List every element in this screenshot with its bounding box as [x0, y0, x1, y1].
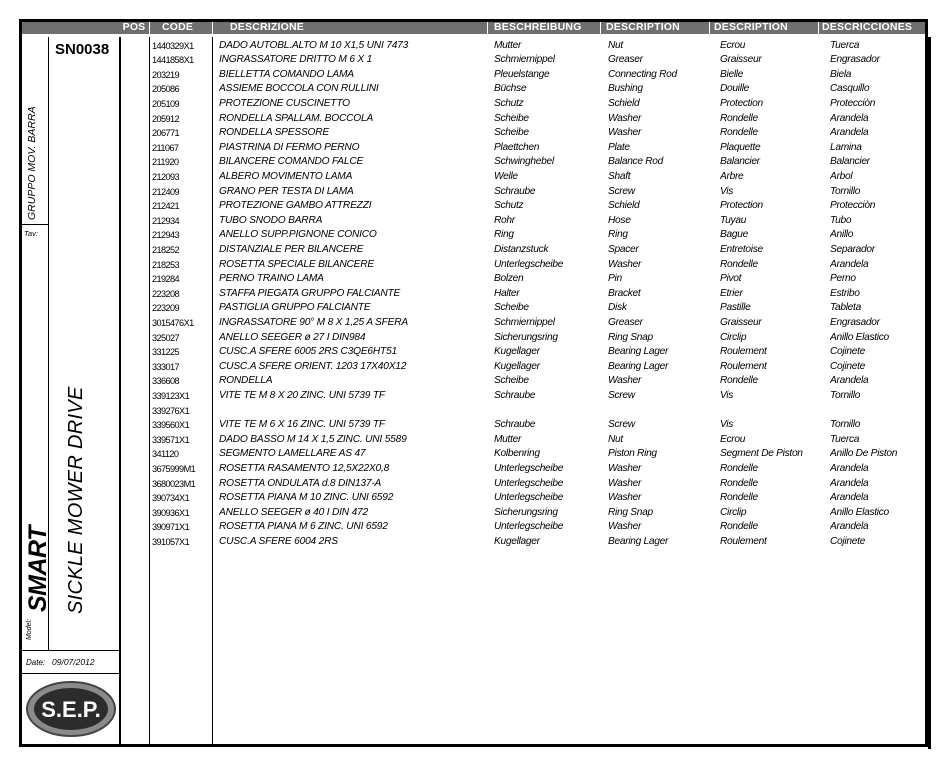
description-es: Protecciòn — [830, 200, 876, 212]
description-en: Screw — [608, 419, 635, 431]
description-en: Piston Ring — [608, 448, 657, 460]
table-row — [0, 360, 930, 375]
table-row — [0, 389, 930, 404]
table-row — [0, 374, 930, 389]
description-it: SEGMENTO LAMELLARE AS 47 — [219, 448, 366, 460]
description-de: Welle — [494, 170, 518, 182]
description-es: Tubo — [830, 214, 852, 226]
description-es: Balancier — [830, 156, 870, 168]
description-it: GRANO PER TESTA DI LAMA — [219, 185, 354, 197]
group-name: GRUPPO MOV. BARRA — [26, 106, 38, 220]
description-it: BILANCERE COMANDO FALCE — [219, 156, 364, 168]
description-it: ANELLO SUPP.PIGNONE CONICO — [219, 229, 377, 241]
description-es: Anillo Elastico — [830, 506, 889, 518]
description-en: Greaser — [608, 54, 643, 66]
description-de: Kugellager — [494, 346, 540, 358]
description-fr: Rondelle — [720, 462, 758, 474]
description-en: Bearing Lager — [608, 346, 669, 358]
header-beschreibung: BESCHREIBUNG — [488, 20, 600, 34]
description-fr: Plaquette — [720, 141, 761, 153]
table-row — [0, 316, 930, 331]
description-fr: Vis — [720, 419, 734, 431]
part-code: 212943 — [152, 230, 180, 241]
description-es: Anillo De Piston — [830, 448, 898, 460]
description-de: Schraube — [494, 419, 536, 431]
part-code: 212421 — [152, 201, 180, 212]
description-it: RONDELLA SPALLAM. BOCCOLA — [219, 112, 374, 124]
description-fr: Vis — [720, 389, 734, 401]
description-es: Arandela — [830, 127, 869, 139]
description-es: Cojinete — [830, 535, 865, 547]
part-code: 390971X1 — [152, 522, 190, 533]
part-code: 205109 — [152, 98, 180, 109]
description-fr: Douille — [720, 83, 750, 95]
description-de: Schraube — [494, 185, 536, 197]
description-es: Arandela — [830, 258, 869, 270]
table-row — [0, 520, 930, 535]
description-es: Estribo — [830, 287, 860, 299]
part-code: 341120 — [152, 449, 179, 460]
description-it: CUSC.A SFERE 6004 2RS — [219, 535, 338, 547]
description-en: Washer — [608, 127, 642, 139]
model-name: SMART — [24, 526, 52, 612]
description-en: Schield — [608, 97, 640, 109]
description-fr: Balancier — [720, 156, 760, 168]
description-fr: Tuyau — [720, 214, 747, 226]
description-de: Unterlegscheibe — [494, 258, 564, 270]
description-it: PROTEZIONE GAMBO ATTREZZI — [219, 200, 372, 212]
description-en: Washer — [608, 492, 642, 504]
description-it: BIELLETTA COMANDO LAMA — [219, 68, 354, 80]
description-de: Unterlegscheibe — [494, 492, 564, 504]
description-fr: Circlip — [720, 331, 747, 343]
description-it: ANELLO SEEGER ø 27 I DIN984 — [219, 331, 366, 343]
part-code: 212093 — [152, 171, 180, 182]
description-it: RONDELLA — [219, 375, 273, 387]
description-it: VITE TE M 8 X 20 ZINC. UNI 5739 TF — [219, 389, 385, 401]
description-fr: Vis — [720, 185, 734, 197]
part-code: 211067 — [152, 142, 179, 153]
description-fr: Graisseur — [720, 316, 762, 328]
part-code: 205912 — [152, 113, 180, 124]
description-fr: Circlip — [720, 506, 747, 518]
description-es: Tableta — [830, 302, 861, 314]
part-code: 219284 — [152, 274, 180, 285]
header-code: CODE — [150, 20, 212, 34]
description-de: Kugellager — [494, 535, 540, 547]
part-code: 339123X1 — [152, 390, 190, 401]
table-row — [0, 345, 930, 360]
description-de: Kugellager — [494, 360, 540, 372]
description-en: Bearing Lager — [608, 360, 669, 372]
table-row — [0, 126, 930, 141]
description-de: Mutter — [494, 39, 522, 51]
date-divider-top — [22, 650, 119, 651]
description-en: Bearing Lager — [608, 535, 669, 547]
description-en: Screw — [608, 185, 635, 197]
part-code: 3680023M1 — [152, 478, 196, 489]
description-es: Arandela — [830, 375, 869, 387]
description-de: Unterlegscheibe — [494, 521, 564, 533]
table-row — [0, 258, 930, 273]
description-fr: Rondelle — [720, 492, 758, 504]
header-description-fr: DESCRIPTION — [710, 20, 818, 34]
description-fr: Protection — [720, 97, 763, 109]
description-en: Disk — [608, 302, 627, 314]
part-code: 339276X1 — [152, 405, 190, 416]
description-en: Bushing — [608, 83, 643, 95]
description-fr: Graisseur — [720, 54, 762, 66]
part-code: 212409 — [152, 186, 180, 197]
description-es: Protecciòn — [830, 97, 876, 109]
part-code: 218252 — [152, 244, 180, 255]
table-row — [0, 331, 930, 346]
description-es: Arandela — [830, 492, 869, 504]
table-row — [0, 477, 930, 492]
description-en: Washer — [608, 462, 642, 474]
header-description-en: DESCRIPTION — [601, 20, 709, 34]
description-de: Unterlegscheibe — [494, 477, 564, 489]
sheet-code: SN0038 — [55, 41, 110, 58]
table-row — [0, 433, 930, 448]
description-fr: Ecrou — [720, 39, 746, 51]
table-row — [0, 447, 930, 462]
description-es: Cojinete — [830, 346, 865, 358]
date-divider-bottom — [22, 673, 119, 674]
part-code: 390734X1 — [152, 493, 190, 504]
description-it: ROSETTA RASAMENTO 12,5X22X0,8 — [219, 462, 390, 474]
description-en: Nut — [608, 39, 623, 51]
description-it: INGRASSATORE DRITTO M 6 X 1 — [219, 54, 373, 66]
description-fr: Rondelle — [720, 112, 758, 124]
description-en: Washer — [608, 112, 642, 124]
description-de: Ring — [494, 229, 514, 241]
description-it: PIASTRINA DI FERMO PERNO — [219, 141, 360, 153]
description-fr: Rondelle — [720, 477, 758, 489]
part-code: 339560X1 — [152, 420, 190, 431]
description-es: Arandela — [830, 521, 869, 533]
part-code: 223208 — [152, 288, 180, 299]
description-de: Schwinghebel — [494, 156, 554, 168]
description-fr: Entretoise — [720, 243, 763, 255]
part-code: 203219 — [152, 69, 180, 80]
description-en: Shaft — [608, 170, 631, 182]
description-de: Kolbenring — [494, 448, 540, 460]
description-en: Bracket — [608, 287, 641, 299]
description-en: Pin — [608, 273, 622, 285]
part-code: 211920 — [152, 157, 179, 168]
description-it: CUSC.A SFERE ORIENT. 1203 17X40X12 — [219, 360, 407, 372]
part-code: 331225 — [152, 347, 180, 358]
description-fr: Rondelle — [720, 375, 758, 387]
description-en: Ring Snap — [608, 331, 653, 343]
description-es: Separador — [830, 243, 875, 255]
part-code: 212934 — [152, 215, 180, 226]
table-row — [0, 404, 930, 419]
part-code: 3015476X1 — [152, 317, 194, 328]
description-en: Plate — [608, 141, 630, 153]
description-it: CUSC.A SFERE 6005 2RS C3QE6HT51 — [219, 346, 398, 358]
description-it: DADO BASSO M 14 X 1,5 ZINC. UNI 5589 — [219, 433, 407, 445]
description-de: Scheibe — [494, 112, 529, 124]
part-code: 391057X1 — [152, 536, 190, 547]
description-en: Washer — [608, 521, 642, 533]
description-it: TUBO SNODO BARRA — [219, 214, 323, 226]
description-de: Bolzen — [494, 273, 524, 285]
table-row — [0, 82, 930, 97]
description-it: PROTEZIONE CUSCINETTO — [219, 97, 350, 109]
description-es: Anillo — [830, 229, 854, 241]
description-it: ROSETTA PIANA M 6 ZINC. UNI 6592 — [219, 521, 388, 533]
description-de: Pleuelstange — [494, 68, 550, 80]
description-fr: Roulement — [720, 346, 767, 358]
description-it: DADO AUTOBL.ALTO M 10 X1,5 UNI 7473 — [219, 39, 409, 51]
description-fr: Ecrou — [720, 433, 746, 445]
table-row — [0, 418, 930, 433]
description-es: Tornillo — [830, 389, 861, 401]
table-row — [0, 506, 930, 521]
part-code: 390936X1 — [152, 507, 190, 518]
description-fr: Rondelle — [720, 127, 758, 139]
description-en: Greaser — [608, 316, 643, 328]
model-label: Model: — [26, 618, 33, 640]
table-row — [0, 535, 930, 550]
description-en: Washer — [608, 477, 642, 489]
description-fr: Arbre — [720, 170, 744, 182]
description-de: Plaettchen — [494, 141, 540, 153]
description-de: Distanzstuck — [494, 243, 549, 255]
description-es: Cojinete — [830, 360, 865, 372]
description-it: ROSETTA SPECIALE BILANCERE — [219, 258, 375, 270]
part-code: 333017 — [152, 361, 180, 372]
description-es: Arandela — [830, 477, 869, 489]
header-pos: POS — [119, 20, 149, 34]
description-es: Tuerca — [830, 433, 860, 445]
description-es: Anillo Elastico — [830, 331, 889, 343]
description-de: Sicherungsring — [494, 331, 558, 343]
description-de: Schraube — [494, 389, 536, 401]
header-descrizione: DESCRIZIONE — [213, 20, 487, 34]
description-fr: Bielle — [720, 68, 744, 80]
description-it: VITE TE M 6 X 16 ZINC. UNI 5739 TF — [219, 419, 385, 431]
description-fr: Protection — [720, 200, 763, 212]
description-en: Balance Rod — [608, 156, 664, 168]
description-it: ALBERO MOVIMENTO LAMA — [219, 170, 353, 182]
description-en: Connecting Rod — [608, 68, 677, 80]
description-es: Perno — [830, 273, 856, 285]
description-de: Unterlegscheibe — [494, 462, 564, 474]
table-row — [0, 112, 930, 127]
part-code: 1441858X1 — [152, 55, 194, 66]
date-value: 09/07/2012 — [52, 657, 95, 667]
description-it: INGRASSATORE 90° M 8 X 1,25 A SFERA — [219, 316, 409, 328]
table-row — [0, 462, 930, 477]
part-code: 1440329X1 — [152, 40, 194, 51]
header-descricciones: DESCRICCIONES — [819, 20, 928, 34]
description-en: Hose — [608, 214, 631, 226]
logo-text: S.E.P. — [41, 697, 101, 722]
description-en: Washer — [608, 258, 642, 270]
table-row — [0, 272, 930, 287]
table-row — [0, 228, 930, 243]
description-es: Engrasador — [830, 316, 880, 328]
description-es: Biela — [830, 68, 852, 80]
part-code: 325027 — [152, 332, 180, 343]
description-es: Tornillo — [830, 419, 861, 431]
description-es: Tuerca — [830, 39, 860, 51]
part-code: 336608 — [152, 376, 180, 387]
table-row — [0, 287, 930, 302]
description-de: Scheibe — [494, 127, 529, 139]
tav-label: Tav: — [24, 229, 38, 238]
part-code: 223209 — [152, 303, 180, 314]
description-es: Arbol — [830, 170, 853, 182]
description-de: Sicherungsring — [494, 506, 558, 518]
description-fr: Roulement — [720, 360, 767, 372]
description-fr: Roulement — [720, 535, 767, 547]
description-it: DISTANZIALE PER BILANCERE — [219, 243, 364, 255]
part-code: 3675999M1 — [152, 463, 196, 474]
table-row — [0, 39, 930, 54]
description-es: Engrasador — [830, 54, 880, 66]
description-en: Screw — [608, 389, 635, 401]
description-de: Büchse — [494, 83, 527, 95]
description-en: Schield — [608, 200, 640, 212]
description-it: PASTIGLIA GRUPPO FALCIANTE — [219, 302, 371, 314]
description-fr: Rondelle — [720, 521, 758, 533]
description-de: Scheibe — [494, 375, 529, 387]
table-row — [0, 243, 930, 258]
description-es: Arandela — [830, 112, 869, 124]
description-fr: Bague — [720, 229, 748, 241]
date-label: Date: — [26, 658, 46, 667]
description-it: ANELLO SEEGER ø 40 I DIN 472 — [219, 506, 368, 518]
description-de: Scheibe — [494, 302, 529, 314]
table-row — [0, 53, 930, 68]
description-de: Schutz — [494, 200, 524, 212]
table-row — [0, 170, 930, 185]
description-de: Mutter — [494, 433, 522, 445]
part-code: 205086 — [152, 84, 180, 95]
table-row — [0, 155, 930, 170]
table-row — [0, 491, 930, 506]
description-de: Schutz — [494, 97, 524, 109]
description-en: Ring Snap — [608, 506, 653, 518]
table-row — [0, 97, 930, 112]
description-es: Lamina — [830, 141, 862, 153]
description-fr: Pastille — [720, 302, 751, 314]
description-it: RONDELLA SPESSORE — [219, 127, 330, 139]
description-es: Arandela — [830, 462, 869, 474]
description-de: Rohr — [494, 214, 515, 226]
table-row — [0, 301, 930, 316]
table-row — [0, 185, 930, 200]
description-en: Ring — [608, 229, 628, 241]
description-fr: Rondelle — [720, 258, 758, 270]
description-it: STAFFA PIEGATA GRUPPO FALCIANTE — [219, 287, 401, 299]
description-de: Halter — [494, 287, 520, 299]
table-row — [0, 68, 930, 83]
part-code: 339571X1 — [152, 434, 190, 445]
description-de: Schmiernippel — [494, 54, 555, 66]
description-fr: Segment De Piston — [720, 448, 803, 460]
description-de: Schmiernippel — [494, 316, 555, 328]
description-fr: Pivot — [720, 273, 742, 285]
description-it: PERNO TRAINO LAMA — [219, 273, 324, 285]
part-code: 206771 — [152, 128, 180, 139]
table-row — [0, 199, 930, 214]
table-row — [0, 214, 930, 229]
description-es: Tornillo — [830, 185, 861, 197]
description-fr: Etrier — [720, 287, 743, 299]
description-en: Spacer — [608, 243, 639, 255]
part-code: 218253 — [152, 259, 180, 270]
description-es: Casquillo — [830, 83, 870, 95]
description-it: ROSETTA ONDULATA d.8 DIN137-A — [219, 477, 382, 489]
description-en: Nut — [608, 433, 623, 445]
drawing-title: SICKLE MOWER DRIVE — [65, 386, 87, 614]
description-it: ASSIEME BOCCOLA CON RULLINI — [219, 83, 379, 95]
description-it: ROSETTA PIANA M 10 ZINC. UNI 6592 — [219, 492, 394, 504]
sep-logo-icon — [25, 680, 117, 738]
table-row — [0, 141, 930, 156]
description-en: Washer — [608, 375, 642, 387]
